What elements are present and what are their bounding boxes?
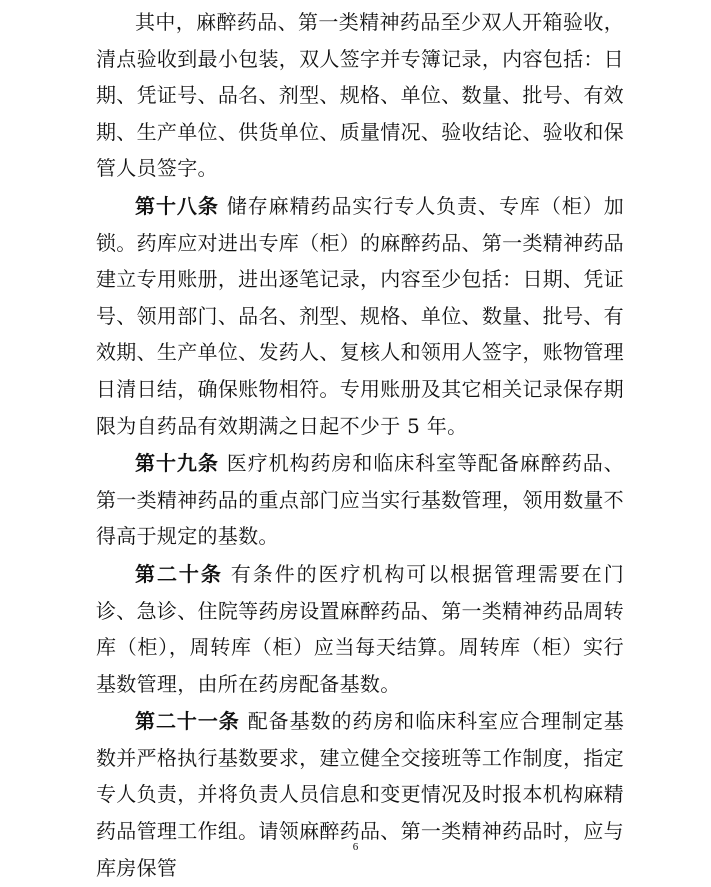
paragraph-article-21 [96,703,624,886]
article-heading: 第十八条 [135,193,219,218]
paragraph-text: 医疗机构药房和临床科室等配备麻醉药品、第一类精神药品的重点部门应当实行基数管理，领用数量不得高于规定的基数。 [96,451,624,549]
paragraph-article-18 [96,188,624,444]
paragraph-text: 配备基数的药房和临床科室应合理制定基数并严格执行基数要求，建立健全交接班等工作制度，指定专人负责，并将负责人员信息和变更情况及时报本机构麻精药品管理工作组。请领麻醉药品、第一类精神药品时，应与库房保管 [96,709,624,880]
paragraph-article-19 [96,445,624,555]
paragraph-text: 其中，麻醉药品、第一类精神药品至少双人开箱验收，清点验收到最小包装，双人签字并专簿记录，内容包括：日期、凭证号、品名、剂型、规格、单位、数量、批号、有效期、生产单位、供货单位、质量情况、验收结论、验收和保管人员签字。 [96,10,624,181]
paragraph-article-20 [96,556,624,702]
page-number: 6 [352,841,359,853]
paragraph-continuation [96,4,624,187]
paragraph-text: 有条件的医疗机构可以根据管理需要在门诊、急诊、住院等药房设置麻醉药品、第一类精神药品周转库（柜），周转库（柜）应当每天结算。周转库（柜）实行基数管理，由所在药房配备基数。 [96,561,625,696]
article-heading: 第二十一条 [135,709,240,734]
article-heading: 第二十条 [135,561,223,586]
paragraph-text: 储存麻精药品实行专人负责、专库（柜）加锁。药库应对进出专库（柜）的麻醉药品、第一类精神药品建立专用账册，进出逐笔记录，内容至少包括：日期、凭证号、领用部门、品名、剂型、规格、单位、数量、批号、有效期、生产单位、发药人、复核人和领用人签字，账物管理日清日结，确保账物相符。专用账册及其它相关记录保存期限为自药品有效期满之日起不少于 5 年。 [96,193,624,438]
document-page [96,4,624,887]
article-heading: 第十九条 [135,451,219,476]
